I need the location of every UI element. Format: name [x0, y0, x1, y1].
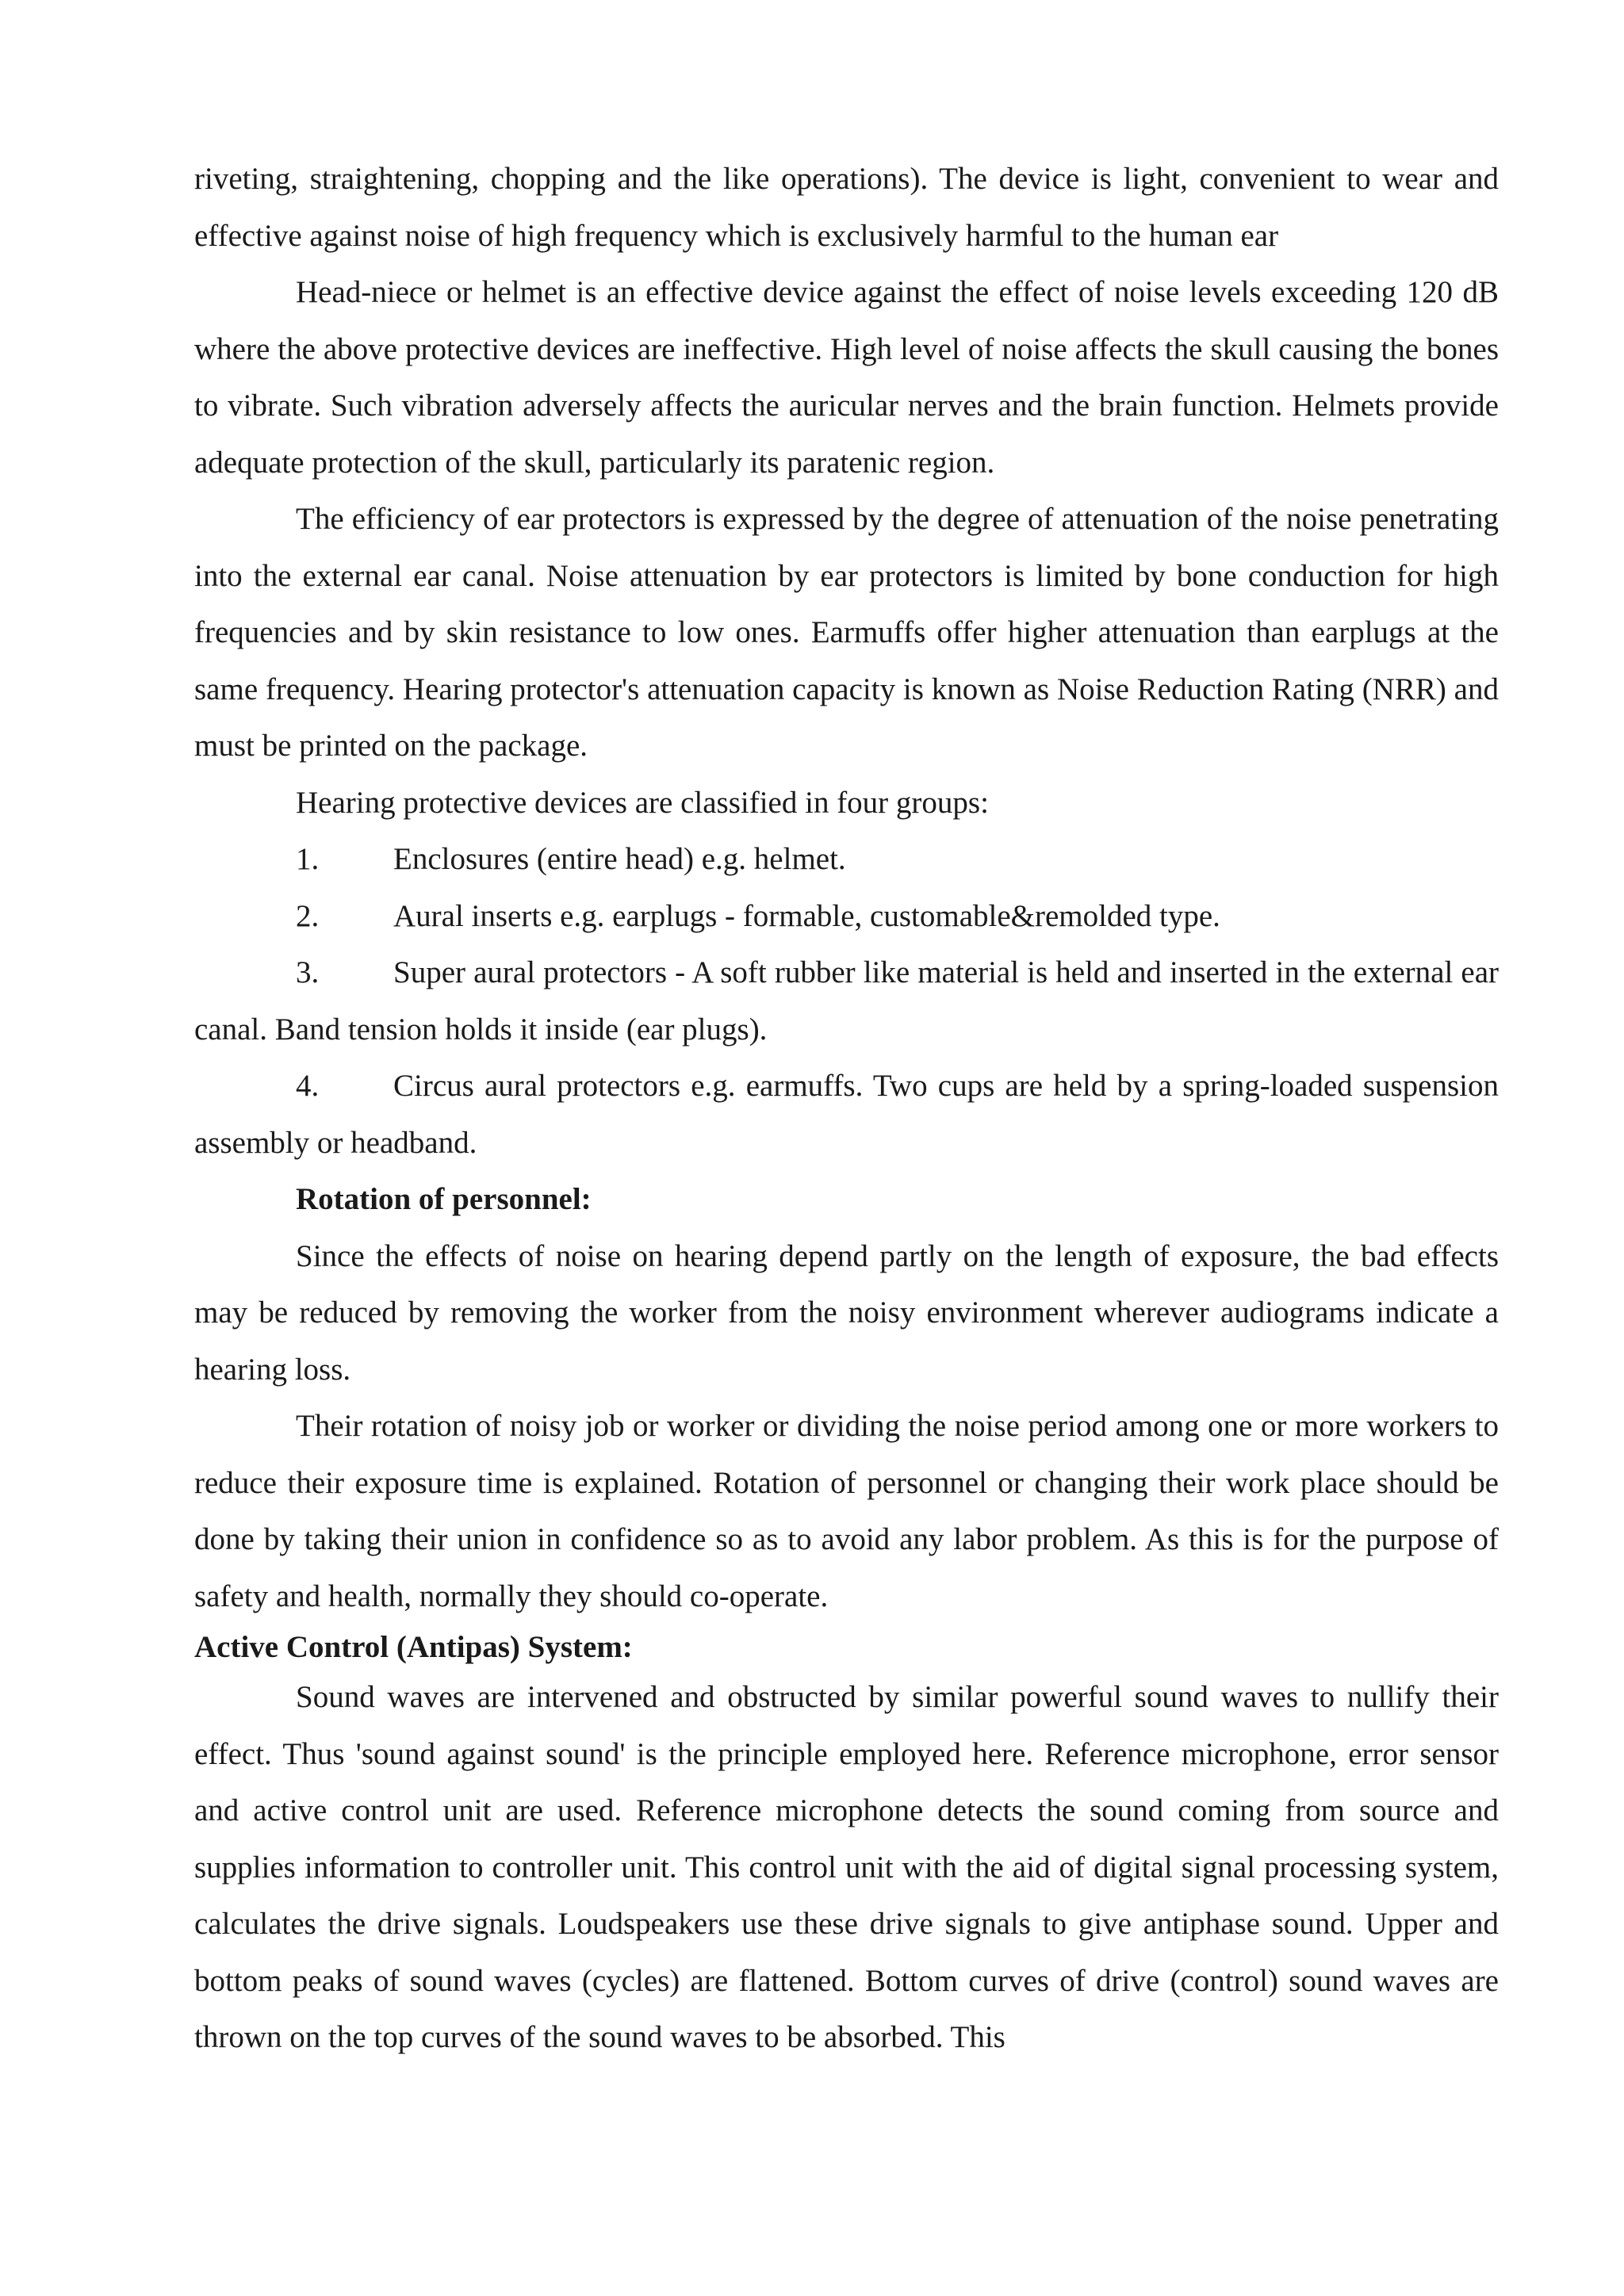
list-number: 1.	[296, 842, 320, 876]
paragraph-rotation-effects: Since the effects of noise on hearing depend partly on the length of exposure, the bad effects may be reduced by removing the worker from the noisy environment wherever audiograms indicate a hearing loss.	[194, 1238, 1499, 1387]
list-number: 4.	[296, 1069, 320, 1103]
document-page	[194, 151, 1499, 2066]
list-item	[194, 888, 1499, 945]
section-heading-active-control: Active Control (Antipas) System:	[194, 1630, 633, 1664]
section-heading-rotation: Rotation of personnel:	[296, 1182, 592, 1216]
list-item	[194, 831, 1499, 888]
paragraph-helmet: Head-niece or helmet is an effective device against the effect of noise levels exceeding 120 dB where the above protective devices are ineffective. High level of noise affects the skull causing the bones to vibrate. Such vibration adversely affects the auricular nerves and the brain function. Helmets provide adequate protection of the skull, particularly its paratenic region.	[194, 275, 1499, 480]
paragraph-rotation-practice: Their rotation of noisy job or worker or dividing the noise period among one or more workers to reduce their exposure time is explained. Rotation of personnel or changing their work place should be done by taking their union in confidence so as to avoid any labor problem. As this is for the purpose of safety and health, normally they should co-operate.	[194, 1409, 1499, 1613]
paragraph-continuation: riveting, straightening, chopping and the like operations). The device is light, convenient to wear and effective against noise of high frequency which is exclusively harmful to the human ear	[194, 162, 1499, 253]
list-item	[194, 944, 1499, 1058]
paragraph-active-control: Sound waves are intervened and obstructed by similar powerful sound waves to nullify their effect. Thus 'sound against sound' is the principle employed here. Reference microphone, error sensor and active control unit are used. Reference microphone detects the sound coming from source and supplies information to controller unit. This control unit with the aid of digital signal processing system, calculates the drive signals. Loudspeakers use these drive signals to give antiphase sound. Upper and bottom peaks of sound waves (cycles) are flattened. Bottom curves of drive (control) sound waves are thrown on the top curves of the sound waves to be absorbed. This	[194, 1680, 1499, 2054]
list-number: 3.	[296, 955, 320, 989]
paragraph-efficiency: The efficiency of ear protectors is expressed by the degree of attenuation of the noise penetrating into the external ear canal. Noise attenuation by ear protectors is limited by bone conduction for high frequencies and by skin resistance to low ones. Earmuffs offer higher attenuation than earplugs at the same frequency. Hearing protector's attenuation capacity is known as Noise Reduction Rating (NRR) and must be printed on the package.	[194, 502, 1499, 763]
list-number: 2.	[296, 898, 320, 933]
paragraph-classification-intro: Hearing protective devices are classified in four groups:	[296, 785, 989, 820]
list-text: Circus aural protectors e.g. earmuffs. Two cups are held by a spring-loaded suspension assembly or headband.	[194, 1069, 1499, 1160]
list-text: Super aural protectors - A soft rubber like material is held and inserted in the external ear canal. Band tension holds it inside (ear plugs).	[194, 955, 1499, 1047]
list-text: Aural inserts e.g. earplugs - formable, customable&remolded type.	[393, 898, 1220, 933]
list-item	[194, 1058, 1499, 1171]
list-text: Enclosures (entire head) e.g. helmet.	[393, 842, 846, 876]
